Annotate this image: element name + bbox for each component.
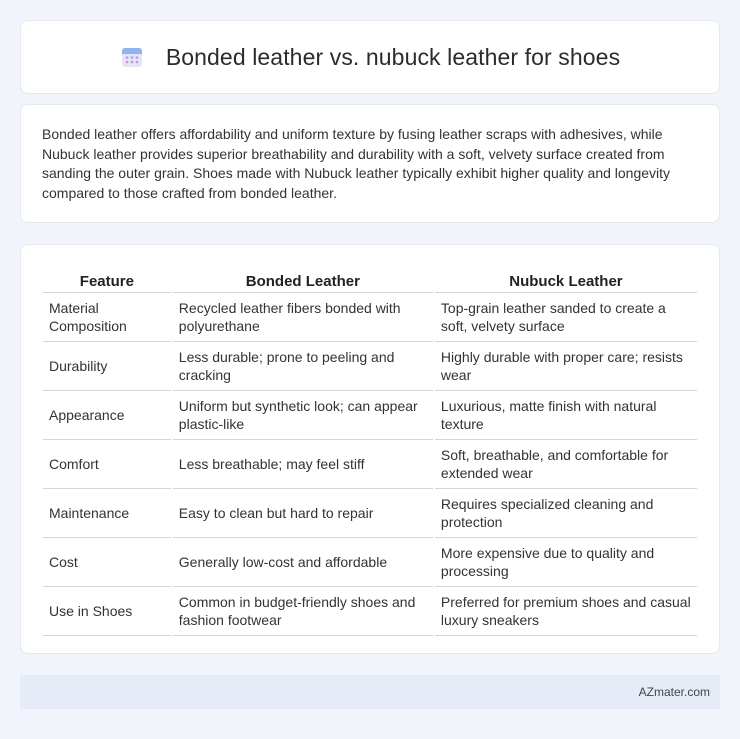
bonded-cell: Generally low-cost and affordable xyxy=(173,538,433,587)
bonded-cell: Less durable; prone to peeling and cracking xyxy=(173,342,433,391)
page-title: Bonded leather vs. nubuck leather for shoes xyxy=(165,43,621,70)
feature-cell: Durability xyxy=(43,342,171,391)
comparison-card xyxy=(20,244,720,654)
bonded-cell: Uniform but synthetic look; can appear plastic-like xyxy=(173,391,433,440)
table-row xyxy=(43,538,697,587)
nubuck-cell: Preferred for premium shoes and casual luxury sneakers xyxy=(435,587,697,636)
header-card xyxy=(20,20,720,94)
footer-brand[interactable]: AZmater.com xyxy=(638,685,710,699)
comparison-table xyxy=(41,265,699,636)
feature-cell: Cost xyxy=(43,538,171,587)
table-row xyxy=(43,391,697,440)
table-header-row xyxy=(43,265,697,293)
column-header-nubuck: Nubuck Leather xyxy=(435,265,697,293)
feature-cell: Comfort xyxy=(43,440,171,489)
table-row xyxy=(43,440,697,489)
feature-cell: Maintenance xyxy=(43,489,171,538)
header xyxy=(120,44,620,71)
feature-cell: Material Composition xyxy=(43,293,171,342)
column-header-bonded: Bonded Leather xyxy=(173,265,433,293)
calendar-icon xyxy=(120,45,144,69)
bonded-cell: Less breathable; may feel stiff xyxy=(173,440,433,489)
nubuck-cell: Requires specialized cleaning and protection xyxy=(435,489,697,538)
column-header-feature: Feature xyxy=(43,265,171,293)
intro-card xyxy=(20,104,720,223)
table-row xyxy=(43,587,697,636)
intro-paragraph: Bonded leather offers affordability and uniform texture by fusing leather scraps with adhesives, while Nubuck leather provides superior breathability and durability with a soft, velvety surface created from sanding the outer grain. Shoes made with Nubuck leather typically exhibit higher quality and longevity compared to those crafted from bonded leather. xyxy=(42,126,671,201)
bonded-cell: Easy to clean but hard to repair xyxy=(173,489,433,538)
table-row xyxy=(43,489,697,538)
feature-cell: Appearance xyxy=(43,391,171,440)
nubuck-cell: More expensive due to quality and processing xyxy=(435,538,697,587)
bonded-cell: Recycled leather fibers bonded with polyurethane xyxy=(173,293,433,342)
table-row xyxy=(43,293,697,342)
nubuck-cell: Top-grain leather sanded to create a soft, velvety surface xyxy=(435,293,697,342)
nubuck-cell: Soft, breathable, and comfortable for extended wear xyxy=(435,440,697,489)
nubuck-cell: Luxurious, matte finish with natural texture xyxy=(435,391,697,440)
footer xyxy=(20,675,720,709)
bonded-cell: Common in budget-friendly shoes and fashion footwear xyxy=(173,587,433,636)
nubuck-cell: Highly durable with proper care; resists wear xyxy=(435,342,697,391)
feature-cell: Use in Shoes xyxy=(43,587,171,636)
table-row xyxy=(43,342,697,391)
